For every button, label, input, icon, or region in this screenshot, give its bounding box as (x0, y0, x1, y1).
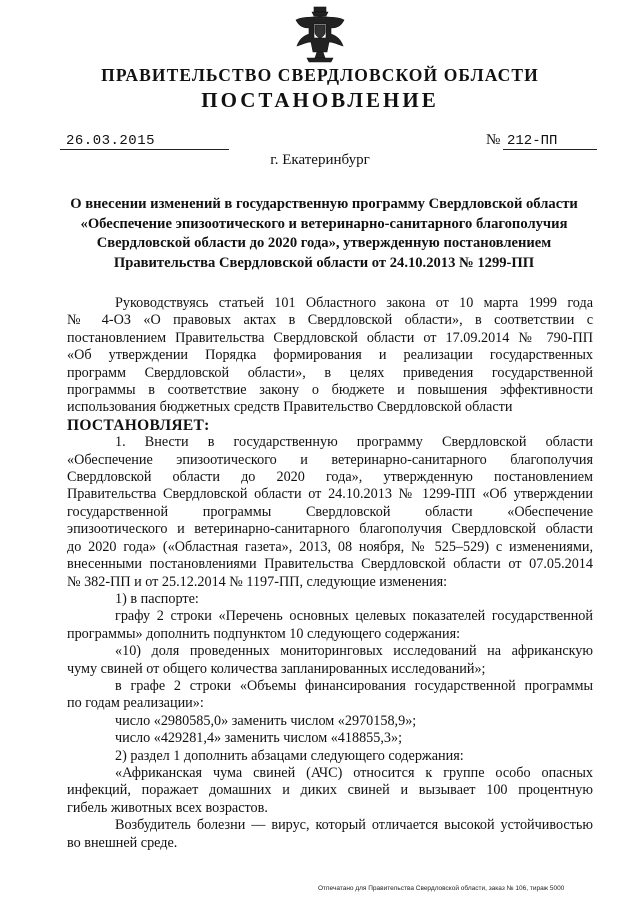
resolution-title (58, 195, 590, 273)
body-line: в графе 2 строки «Объемы финансирования государственной программы (115, 677, 593, 694)
body-line: государственной программы Свердловской области «Обеспечение (67, 503, 593, 520)
body-line: № 382-ПП и от 25.12.2014 № 1197-ПП, следующие изменения: (67, 573, 448, 590)
body-line: чуму свиней от общего количества запланированных исследований»; (67, 660, 486, 677)
body-line: «Обеспечение эпизоотического и ветеринарно-санитарного благополучия (67, 451, 593, 468)
body-line: «Африканская чума свиней (АЧС) относится к группе особо опасных (115, 764, 593, 781)
body-line: Правительства Свердловской области от 24.10.2013 № 1299-ПП «Об утверждении (67, 486, 593, 503)
body-line: число «429281,4» заменить числом «418855,3»; (115, 730, 403, 747)
body-line: Возбудитель болезни — вирус, который отличается высокой устойчивостью (115, 817, 593, 834)
document-date: 26.03.2015 (60, 133, 229, 150)
resolves-heading: ПОСТАНОВЛЯЕТ: (67, 416, 210, 434)
body-line: до 2020 года» («Областная газета», 2013, 08 ноября, № 525–529) с изменениями, (67, 538, 593, 555)
title-line: Свердловской области до 2020 года», утвержденную постановлением (96, 235, 552, 251)
number-sign: № (486, 132, 501, 148)
document-type-title: ПОСТАНОВЛЕНИЕ (201, 88, 439, 112)
body-line: графу 2 строки «Перечень основных целевых показателей государственной (115, 608, 593, 625)
body-line: Свердловской области до 2020 года», утвержденную постановлением (67, 469, 593, 486)
body-line: использования бюджетных средств Правительство Свердловской области (67, 399, 513, 416)
document-city: г. Екатеринбург (270, 152, 370, 168)
body-line: число «2980585,0» заменить числом «2970158,9»; (115, 712, 417, 729)
title-line: О внесении изменений в государственную программу Свердловской области (70, 196, 578, 212)
body-line: 1) в паспорте: (115, 590, 199, 607)
body-line: по годам реализации»: (67, 695, 204, 712)
body-line: постановлением Правительства Свердловской области от 17.09.2014 № 790-ПП (67, 329, 593, 346)
resolution-body (67, 295, 593, 852)
body-line: инфекций, поражает домашних и диких свиней и вызывает 100 процентную (67, 782, 593, 799)
print-footer: Отпечатано для Правительства Свердловской области, заказ № 106, тираж 5000 (318, 885, 565, 892)
body-line: эпизоотического и ветеринарно-санитарного благополучия Свердловской области (67, 521, 593, 538)
body-line: гибель животных всех возрастов. (67, 799, 268, 816)
document-number: 212-ПП (503, 133, 597, 150)
government-title: ПРАВИТЕЛЬСТВО СВЕРДЛОВСКОЙ ОБЛАСТИ (101, 65, 539, 85)
body-line: «10) доля проведенных мониторинговых исследований на африканскую (115, 643, 593, 660)
body-line: № 4-ОЗ «О правовых актах в Свердловской области», в соответствии с (67, 312, 593, 329)
title-line: Правительства Свердловской области от 24.10.2013 № 1299-ПП (113, 254, 535, 271)
body-line: 2) раздел 1 дополнить абзацами следующего содержания: (115, 747, 464, 764)
body-line: во внешней среде. (67, 834, 178, 851)
title-line: «Обеспечение эпизоотического и ветеринарно-санитарного благополучия (80, 215, 568, 232)
body-line: Руководствуясь статьей 101 Областного закона от 10 марта 1999 года (115, 295, 593, 311)
body-line: 1. Внести в государственную программу Свердловской области (115, 434, 593, 451)
body-line: внесенными постановлениями Правительства Свердловской области от 07.05.2014 (67, 556, 593, 573)
body-line: «Об утверждении Порядка формирования и реализации государственных (67, 347, 593, 364)
body-line: программы» дополнить подпунктом 10 следующего содержания: (67, 625, 461, 642)
body-line: программы в соответствие закону о бюджете и повышения эффективности (67, 382, 593, 399)
coat-of-arms-emblem (293, 6, 347, 64)
body-line: программ Свердловской области», в целях приведения государственной (67, 364, 593, 381)
